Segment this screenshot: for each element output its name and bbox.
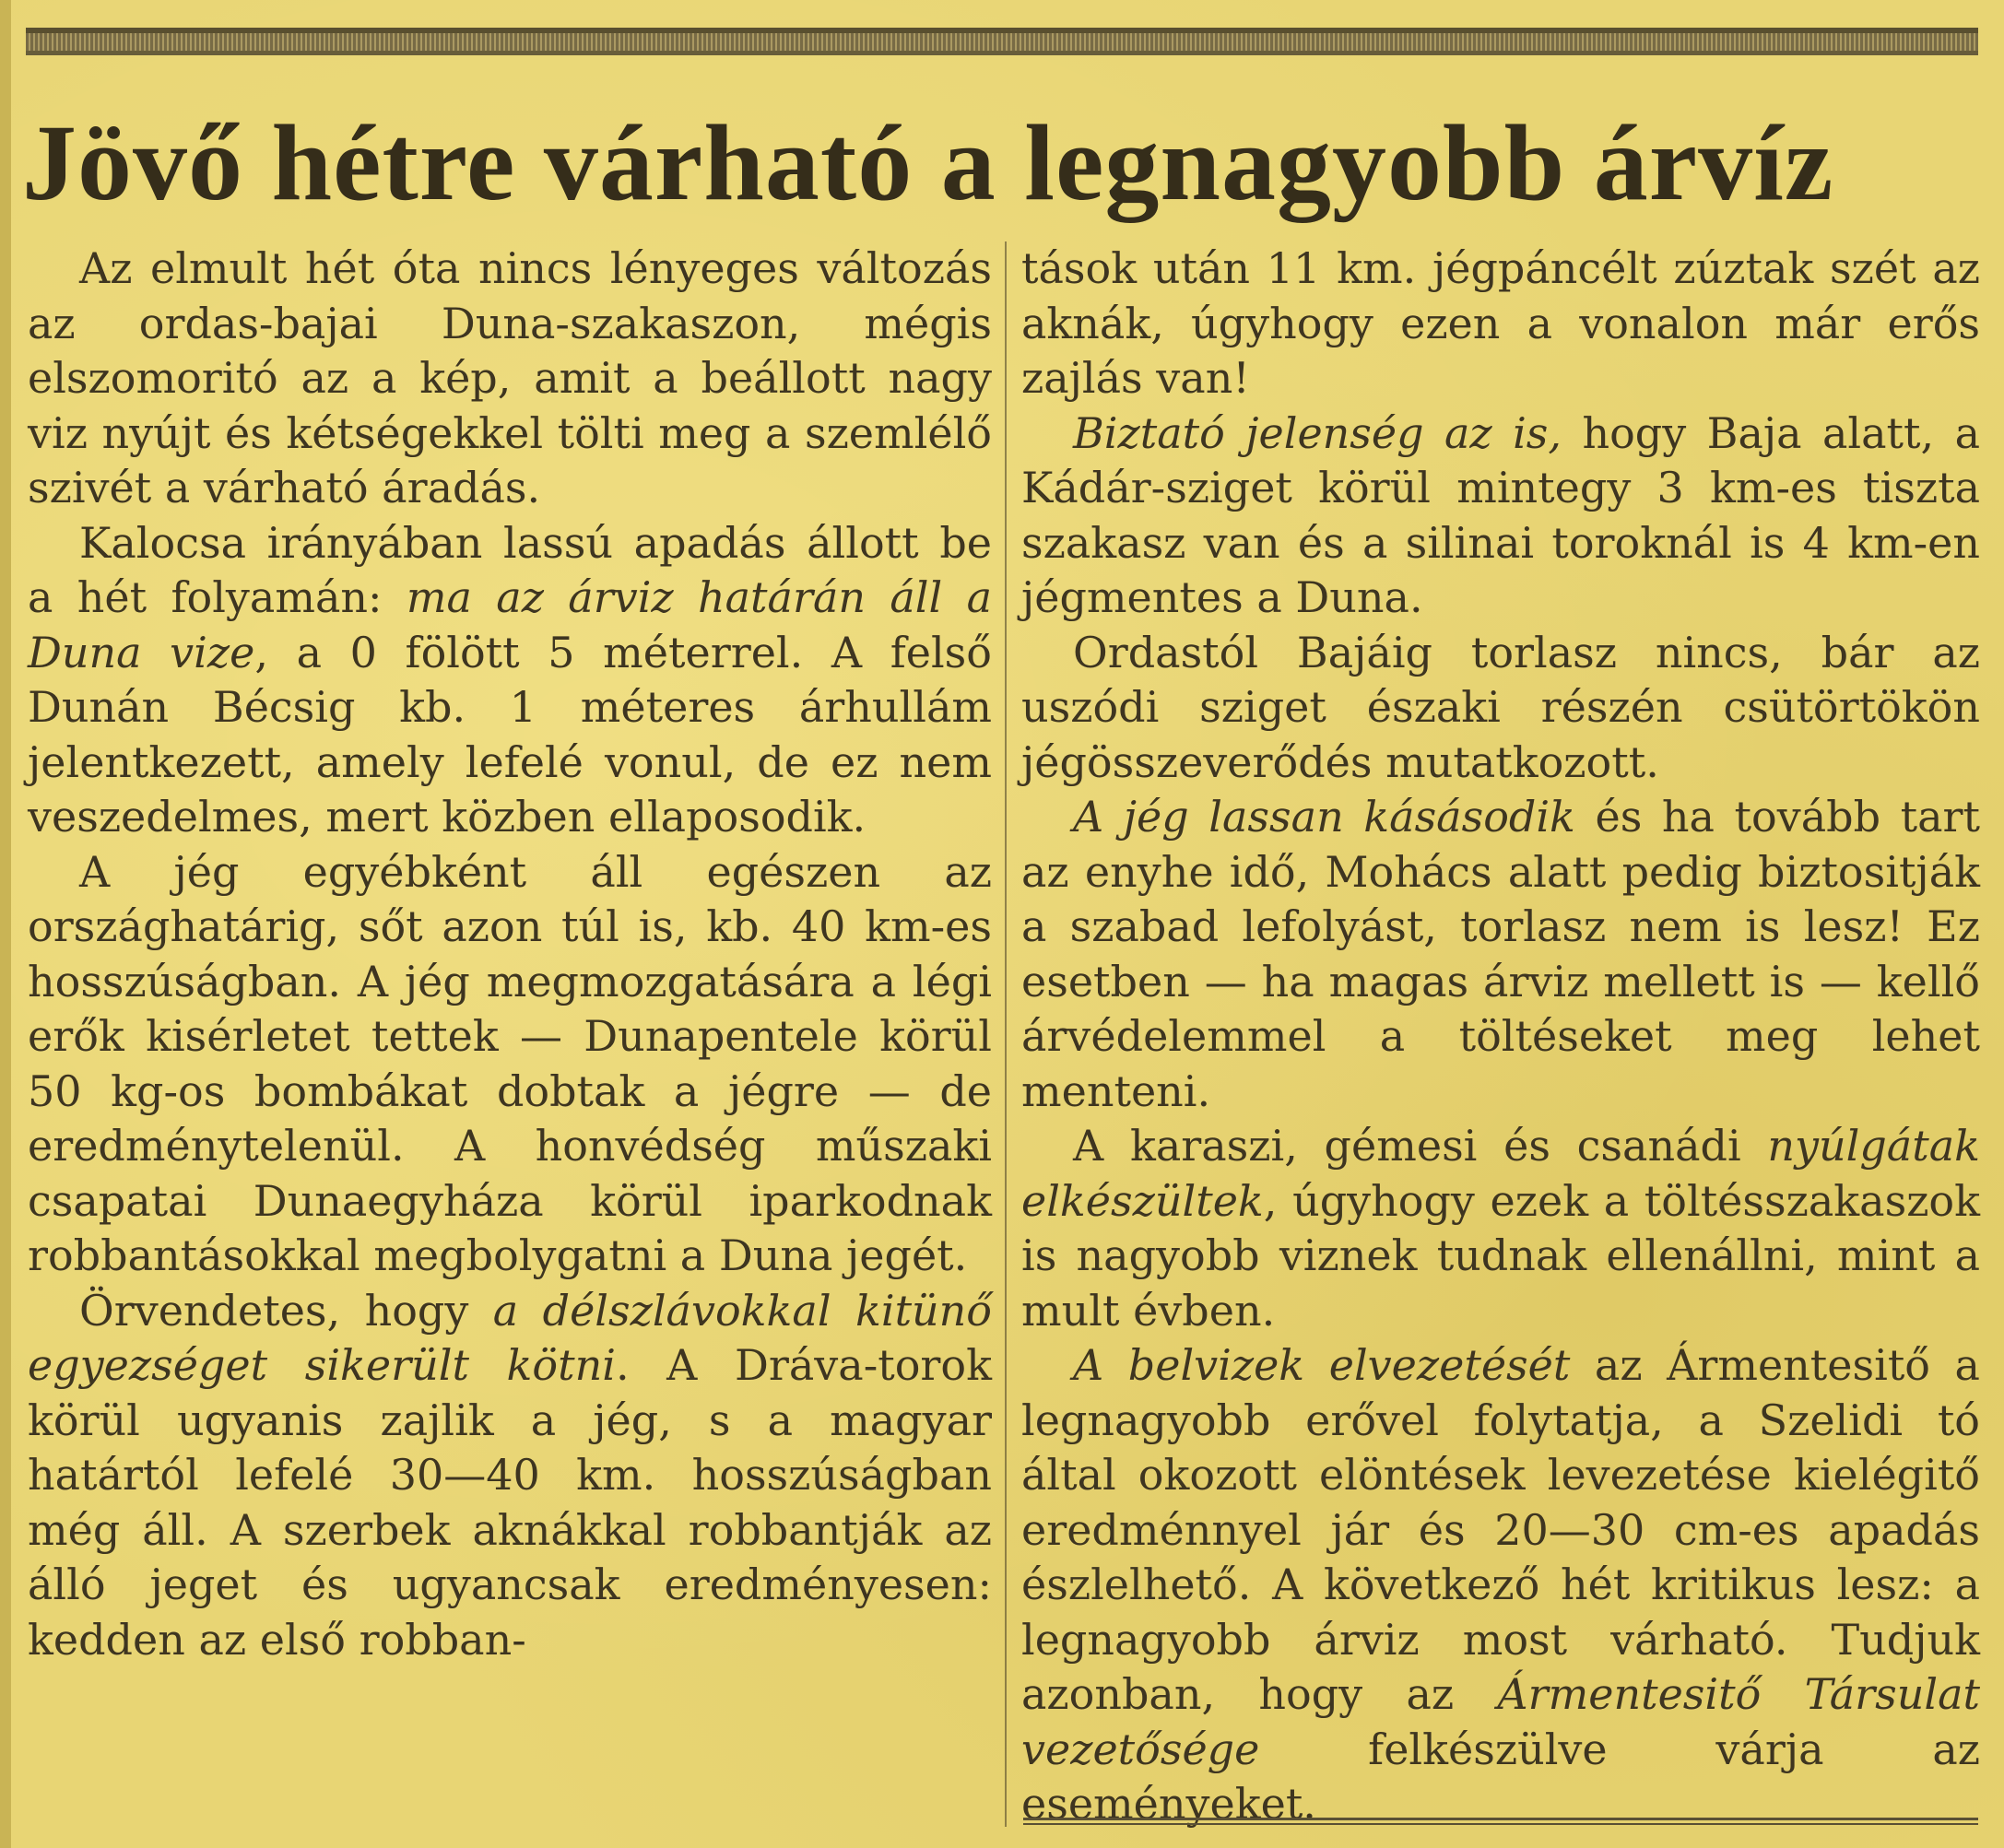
- emphasis-text: Biztató jelenség az is,: [1073, 407, 1562, 458]
- paragraph-text: , a 0 fölött 5 méterrel. A felső Dunán Bécsig kb. 1 méteres árhullám jelentkezett, amely lefelé vonul, de ez nem veszedelmes, mert közben ellaposodik.: [28, 627, 992, 842]
- emphasis-text: A jég lassan kásásodik: [1073, 792, 1575, 842]
- paragraph-text: hogy Baja alatt, a Kádár-sziget körül mintegy 3 km-es tiszta szakasz van és a silinai toroknál is 4 km-en jégmentes a Duna.: [1021, 407, 1980, 622]
- paragraph: [1021, 241, 1980, 406]
- paragraph: [28, 1284, 992, 1668]
- paragraph-text: Ordastól Bajáig torlasz nincs, bár az uszódi sziget északi részén csütörtökön jégösszeverődés mutatkozott.: [1021, 627, 1980, 787]
- paragraph: [28, 516, 992, 845]
- emphasis-text: Ármentesitő Társulat vezetősége: [1021, 1669, 1980, 1774]
- decorative-bottom-rule: [1023, 1818, 1978, 1825]
- emphasis-text: ma az árviz határán áll a Duna vize: [28, 572, 992, 677]
- left-column: [28, 241, 992, 1667]
- headline: Jövő hétre várható a legnagyobb árvíz: [22, 102, 1834, 223]
- paragraph: [1021, 1338, 1980, 1832]
- paragraph: [28, 241, 992, 516]
- paragraph-text: tások után 11 km. jégpáncélt zúztak szét az aknák, úgyhogy ezen a vonalon már erős zajlás van!: [1021, 243, 1980, 403]
- paragraph: [1021, 790, 1980, 1119]
- paragraph-text: felkészülve várja az eseményeket.: [1021, 1724, 1980, 1829]
- paragraph-text: Az elmult hét óta nincs lényeges változás az ordas-bajai Duna-szakaszon, mégis elszomoritó az a kép, amit a beállott nagy viz nyújt és kétségekkel tölti meg a szemlélő szivét a várható áradás.: [28, 243, 992, 512]
- paragraph-text: , úgyhogy ezek a töltésszakaszok is nagyobb viznek tudnak ellenállni, mint a mult évben.: [1021, 1175, 1980, 1336]
- right-column: [1021, 241, 1980, 1832]
- paragraph-text: A jég egyébként áll egészen az országhatárig, sőt azon túl is, kb. 40 km-es hosszúságban. A jég megmozgatására a légi erők kisérletet tettek — Dunapentele körül 50 kg-os bombákat dobtak a jégre — de eredménytelenül. A honvédség műszaki csapatai Dunaegyháza körül iparkodnak robbantásokkal megbolygatni a Duna jegét.: [28, 846, 992, 1280]
- paragraph-text: Örvendetes, hogy: [79, 1285, 493, 1336]
- column-divider: [1005, 241, 1007, 1827]
- paragraph-text: és ha tovább tart az enyhe idő, Mohács alatt pedig biztositják a szabad lefolyást, torlasz nem is lesz! Ez esetben — ha magas árviz mellett is — kellő árvédelemmel a töltéseket meg lehet menteni.: [1021, 792, 1980, 1116]
- paragraph: [1021, 1119, 1980, 1338]
- emphasis-text: A belvizek elvezetését: [1073, 1340, 1571, 1390]
- emphasis-text: a délszlávokkal kitünő egyezséget sikerült kötni: [28, 1285, 992, 1390]
- emphasis-text: nyúlgátak elkészültek: [1021, 1121, 1980, 1226]
- paper-edge: [0, 0, 11, 1848]
- paragraph: [28, 845, 992, 1284]
- paragraph: [1021, 406, 1980, 626]
- decorative-top-rule: [26, 28, 1978, 55]
- paragraph-text: . A Dráva-torok körül ugyanis zajlik a jég, s a magyar határtól lefelé 30—40 km. hosszúságban még áll. A szerbek aknákkal robbantják az álló jeget és ugyancsak eredményesen: kedden az első robban-: [28, 1340, 992, 1665]
- paragraph-text: Kalocsa irányában lassú apadás állott be a hét folyamán:: [28, 517, 992, 622]
- paragraph-text: A karaszi, gémesi és csanádi: [1073, 1121, 1768, 1171]
- paragraph-text: az Ármentesitő a legnagyobb erővel folytatja, a Szelidi tó által okozott elöntések levezetése kielégitő eredménnyel jár és 20—30 cm-es apadás észlelhető. A következő hét kritikus lesz: a legnagyobb árviz most várható. Tudjuk azonban, hogy az: [1021, 1340, 1980, 1719]
- paragraph: [1021, 626, 1980, 791]
